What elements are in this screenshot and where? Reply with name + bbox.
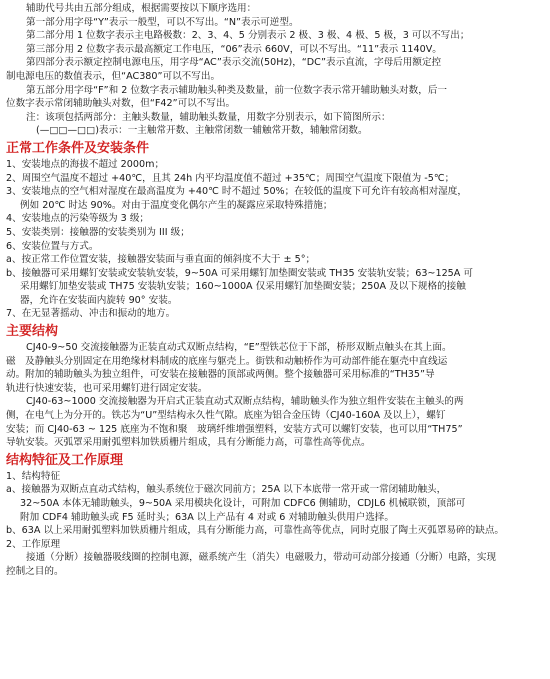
section-heading: 正常工作条件及安装条件 — [6, 140, 150, 156]
text-line: 3、安装地点的空气相对湿度在最高温度为 +40℃ 时不超过 50%；在较低的温度下可允许有较高相对湿度， — [6, 186, 467, 198]
text-line: 6、安装位置与方式。 — [6, 240, 99, 252]
text-line: 2、工作原理 — [6, 538, 61, 550]
text-line: 轨进行快速安装，也可采用螺钉进行固定安装。 — [6, 382, 208, 394]
text-line: CJ40-63~1000 交流接触器为开启式正装直动式双断点结构，辅助触头作为独立组件安装在主触头的两 — [26, 396, 464, 408]
text-line: b、接触器可采用螺钉安装或安装轨安装，9~50A 可采用螺钉加垫圈安装或 TH35 安装轨安装；63~125A 可 — [6, 267, 473, 279]
section-heading: 主要结构 — [6, 324, 59, 340]
text-line: 辅助代号共由五部分组成，根据需要按以下顺序选用： — [26, 3, 257, 14]
text-line: 接通（分断）接触器吸线圈的控制电源，磁系统产生（消失）电磁吸力，带动可动部分接通（分断）电路，实现 — [26, 552, 497, 564]
text-line: a、按正常工作位置安装，接触器安装面与垂直面的倾斜度不大于 ± 5°； — [6, 254, 316, 266]
text-line: 采用螺钉加垫安装或 TH75 安装轨安装；160~1000A 仅采用螺钉加垫圈安装；250A 及以下规格的接触 — [20, 281, 466, 293]
text-line: b、63A 以上采用耐弧塑料加铁质栅片组成，具有分断能力高，可靠性高等优点，同时克服了陶土灭弧罩易碎的缺点。 — [6, 525, 505, 537]
text-line: 侧，在电气上为分开的。铁芯为“U”型结构永久性气隙。底座为铝合金压铸（CJ40-160A 及以上），螺钉 — [6, 410, 446, 422]
text-line: 第一部分用字母“Y”表示一般型，可以不写出。“N”表示可逆型。 — [26, 16, 299, 28]
text-line: 例如 20℃ 时达 90%。对由于温度变化偶尔产生的凝露应采取特殊措施； — [20, 199, 333, 211]
section-heading: 结构特征及工作原理 — [6, 452, 124, 468]
text-line: 控制之目的。 — [6, 565, 64, 577]
text-line: 2、周围空气温度不超过 +40℃，且其 24h 内平均温度值不超过 +35℃；周围空气温度下限值为 -5℃； — [6, 172, 455, 184]
text-line: 导轨安装。灭弧罩采用耐弧塑料加铁质栅片组成，具有分断能力高，可靠性高等优点。 — [6, 437, 371, 449]
text-line: CJ40-9~50 交流接触器为正装直动式双断点结构，“E”型铁芯位于下部，桥形双断点触头在其上面。 — [26, 342, 452, 354]
text-line: 第四部分表示额定控制电源电压，用字母“AC”表示交流(50Hz)，“DC”表示直流，字母后用额定控 — [26, 57, 442, 69]
text-line: 5、安装类别：接触器的安装类别为 III 级； — [6, 226, 190, 238]
text-line: 4、安装地点的污染等级为 3 级； — [6, 213, 150, 225]
text-line: 制电源电压的数值表示，但“AC380”可以不写出。 — [6, 70, 221, 82]
text-line: 32~50A 本体无辅助触头，9~50A 采用模块化设计，可附加 CDFC6 侧辅助，CDJL6 机械联锁，顶部可 — [20, 498, 466, 509]
text-line: 1、安装地点的海拔不超过 2000m； — [6, 158, 165, 170]
text-line: 附加 CDF4 辅助触头或 F5 延时头；63A 以上产品有 4 对或 6 对辅助触头供用户选择。 — [20, 511, 394, 523]
text-line: 第三部分用 2 位数字表示最高额定工作电压，“06”表示 660V，可以不写出。“11”表示 1140V。 — [26, 43, 442, 55]
text-line: 安装；而 CJ40-63 ~ 125 底座为不饱和聚 玻璃纤维增强塑料，安装方式可以螺钉安装，也可以用“TH75” — [6, 423, 463, 435]
text-line: 1、结构特征 — [6, 470, 61, 482]
text-line: 动。附加的辅助触头为独立组件，可安装在接触器的顶部或两侧。整个接触器可采用标准的“TH35”导 — [6, 369, 435, 381]
text-line: 第五部分用字母“F”和 2 位数字表示辅助触头种类及数量，前一位数字表示常开辅助触头对数，后一 — [26, 84, 448, 96]
text-line: 器，允许在安装面内旋转 90° 安装。 — [20, 294, 178, 306]
text-line: 注：该项包括两部分：主触头数量，辅助触头数量，用数字分别表示，如下简图所示： — [26, 111, 391, 123]
text-line: (—□□—□□)表示：一主触常开数、主触常闭数一辅触常开数，辅触常闭数。 — [36, 125, 368, 137]
text-line: a、接触器为双断点直动式结构，触头系统位于磁次同前方；25A 以下本底带一常开或一常闭辅助触头， — [6, 484, 447, 496]
text-line: 位数字表示常闭辅助触头对数，但“F42”可以不写出。 — [6, 98, 236, 110]
text-line: 磁 及静触头分别固定在用绝缘材料制成的底座与躯壳上。街铁和动触桥作为可动部件能在躯壳中直线运 — [6, 355, 448, 367]
text-line: 第二部分用 1 位数字表示主电路极数：2、3、4、5 分别表示 2 极、3 极、4 极、5 极，3 可以不写出； — [26, 30, 470, 42]
text-line: 7、在无显著摇动、冲击和振动的地方。 — [6, 308, 176, 320]
